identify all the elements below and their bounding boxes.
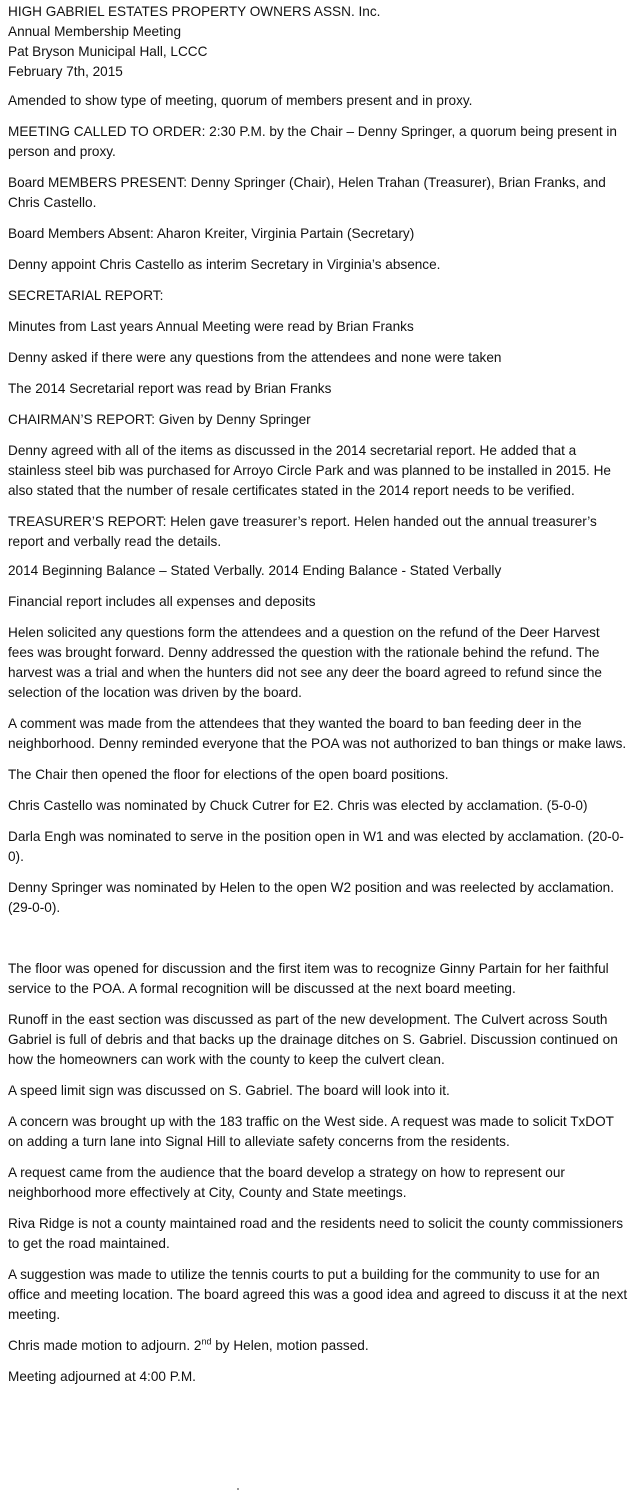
meeting-location: Pat Bryson Municipal Hall, LCCC xyxy=(8,44,208,59)
association-name: HIGH GABRIEL ESTATES PROPERTY OWNERS ASSN. Inc. xyxy=(8,4,381,19)
deer-harvest-refund: Helen solicited any questions form the attendees and a question on the refund of the Deer Harvest fees was brought forward. Denny addressed the question with the rationale behind the refund. The harvest was a trial and when the hunters did not see any deer the board agreed to refund since the selection of the location was driven by the board. xyxy=(8,625,602,700)
document-header xyxy=(8,2,628,82)
members-present: Board MEMBERS PRESENT: Denny Springer (Chair), Helen Trahan (Treasurer), Brian Franks, and Chris Castello. xyxy=(8,175,606,210)
balances: 2014 Beginning Balance – Stated Verbally. 2014 Ending Balance - Stated Verbally xyxy=(8,563,502,578)
secretarial-report-read: The 2014 Secretarial report was read by Brian Franks xyxy=(8,381,332,396)
chairmans-report-body: Denny agreed with all of the items as discussed in the 2014 secretarial report. He added that a stainless steel bib was purchased for Arroyo Circle Park and was planned to be installed in 2015. He also stated that the number of resale certificates stated in the 2014 report needs to be verified. xyxy=(8,443,611,498)
election-w1: Darla Engh was nominated to serve in the position open in W1 and was elected by acclamation. (20-0-0). xyxy=(8,829,624,864)
meeting-adjourned: Meeting adjourned at 4:00 P.M. xyxy=(8,1369,196,1384)
amendment-note: Amended to show type of meeting, quorum of members present and in proxy. xyxy=(8,93,473,108)
motion-text-end: by Helen, motion passed. xyxy=(211,1338,369,1353)
motion-to-adjourn xyxy=(8,1336,628,1356)
elections-opened: The Chair then opened the floor for elections of the open board positions. xyxy=(8,767,449,782)
runoff-culvert: Runoff in the east section was discussed as part of the new development. The Culvert across South Gabriel is full of debris and that backs up the drainage ditches on S. Gabriel. Discussion continued on how the homeowners can work with the county to keep the culvert clean. xyxy=(8,1012,618,1067)
members-absent: Board Members Absent: Aharon Kreiter, Virginia Partain (Secretary) xyxy=(8,226,415,241)
blank-spacer xyxy=(8,929,628,959)
ordinal-suffix: nd xyxy=(201,1336,212,1347)
meeting-date: February 7th, 2015 xyxy=(8,64,123,79)
meeting-minutes-document xyxy=(8,2,628,1398)
election-e2: Chris Castello was nominated by Chuck Cutrer for E2. Chris was elected by acclamation. (5-0-0) xyxy=(8,798,588,813)
recognition-discussion: The floor was opened for discussion and the first item was to recognize Ginny Partain for her faithful service to the POA. A formal recognition will be discussed at the next board meeting. xyxy=(8,961,609,996)
interim-secretary: Denny appoint Chris Castello as interim Secretary in Virginia’s absence. xyxy=(8,257,441,272)
riva-ridge-road: Riva Ridge is not a county maintained road and the residents need to solicit the county commissioners to get the road maintained. xyxy=(8,1216,624,1251)
speed-limit-sign: A speed limit sign was discussed on S. Gabriel. The board will look into it. xyxy=(8,1083,450,1098)
traffic-concern: A concern was brought up with the 183 traffic on the West side. A request was made to solicit TxDOT on adding a turn lane into Signal Hill to alleviate safety concerns from the residents. xyxy=(8,1114,614,1149)
financial-report-note: Financial report includes all expenses and deposits xyxy=(8,594,316,609)
questions-none: Denny asked if there were any questions from the attendees and none were taken xyxy=(8,350,502,365)
call-to-order: MEETING CALLED TO ORDER: 2:30 P.M. by the Chair – Denny Springer, a quorum being present in person and proxy. xyxy=(8,124,617,159)
stray-mark xyxy=(237,1488,239,1490)
motion-text: Chris made motion to adjourn. 2 xyxy=(8,1338,202,1353)
tennis-court-building: A suggestion was made to utilize the tennis courts to put a building for the community to use for an office and meeting location. The board agreed this was a good idea and agreed to discuss it at the next meeting. xyxy=(8,1267,628,1322)
secretarial-report-heading: SECRETARIAL REPORT: xyxy=(8,288,164,303)
treasurers-report: TREASURER’S REPORT: Helen gave treasurer’s report. Helen handed out the annual treasurer’s report and verbally read the details. xyxy=(8,514,597,549)
representation-strategy: A request came from the audience that the board develop a strategy on how to represent our neighborhood more effectively at City, County and State meetings. xyxy=(8,1165,565,1200)
election-w2: Denny Springer was nominated by Helen to the open W2 position and was reelected by acclamation. (29-0-0). xyxy=(8,880,615,915)
minutes-read: Minutes from Last years Annual Meeting were read by Brian Franks xyxy=(8,319,414,334)
chairmans-report-heading: CHAIRMAN’S REPORT: Given by Denny Springer xyxy=(8,412,311,427)
deer-feeding-comment: A comment was made from the attendees that they wanted the board to ban feeding deer in the neighborhood. Denny reminded everyone that the POA was not authorized to ban things or make laws. xyxy=(8,716,627,751)
meeting-type: Annual Membership Meeting xyxy=(8,24,182,39)
